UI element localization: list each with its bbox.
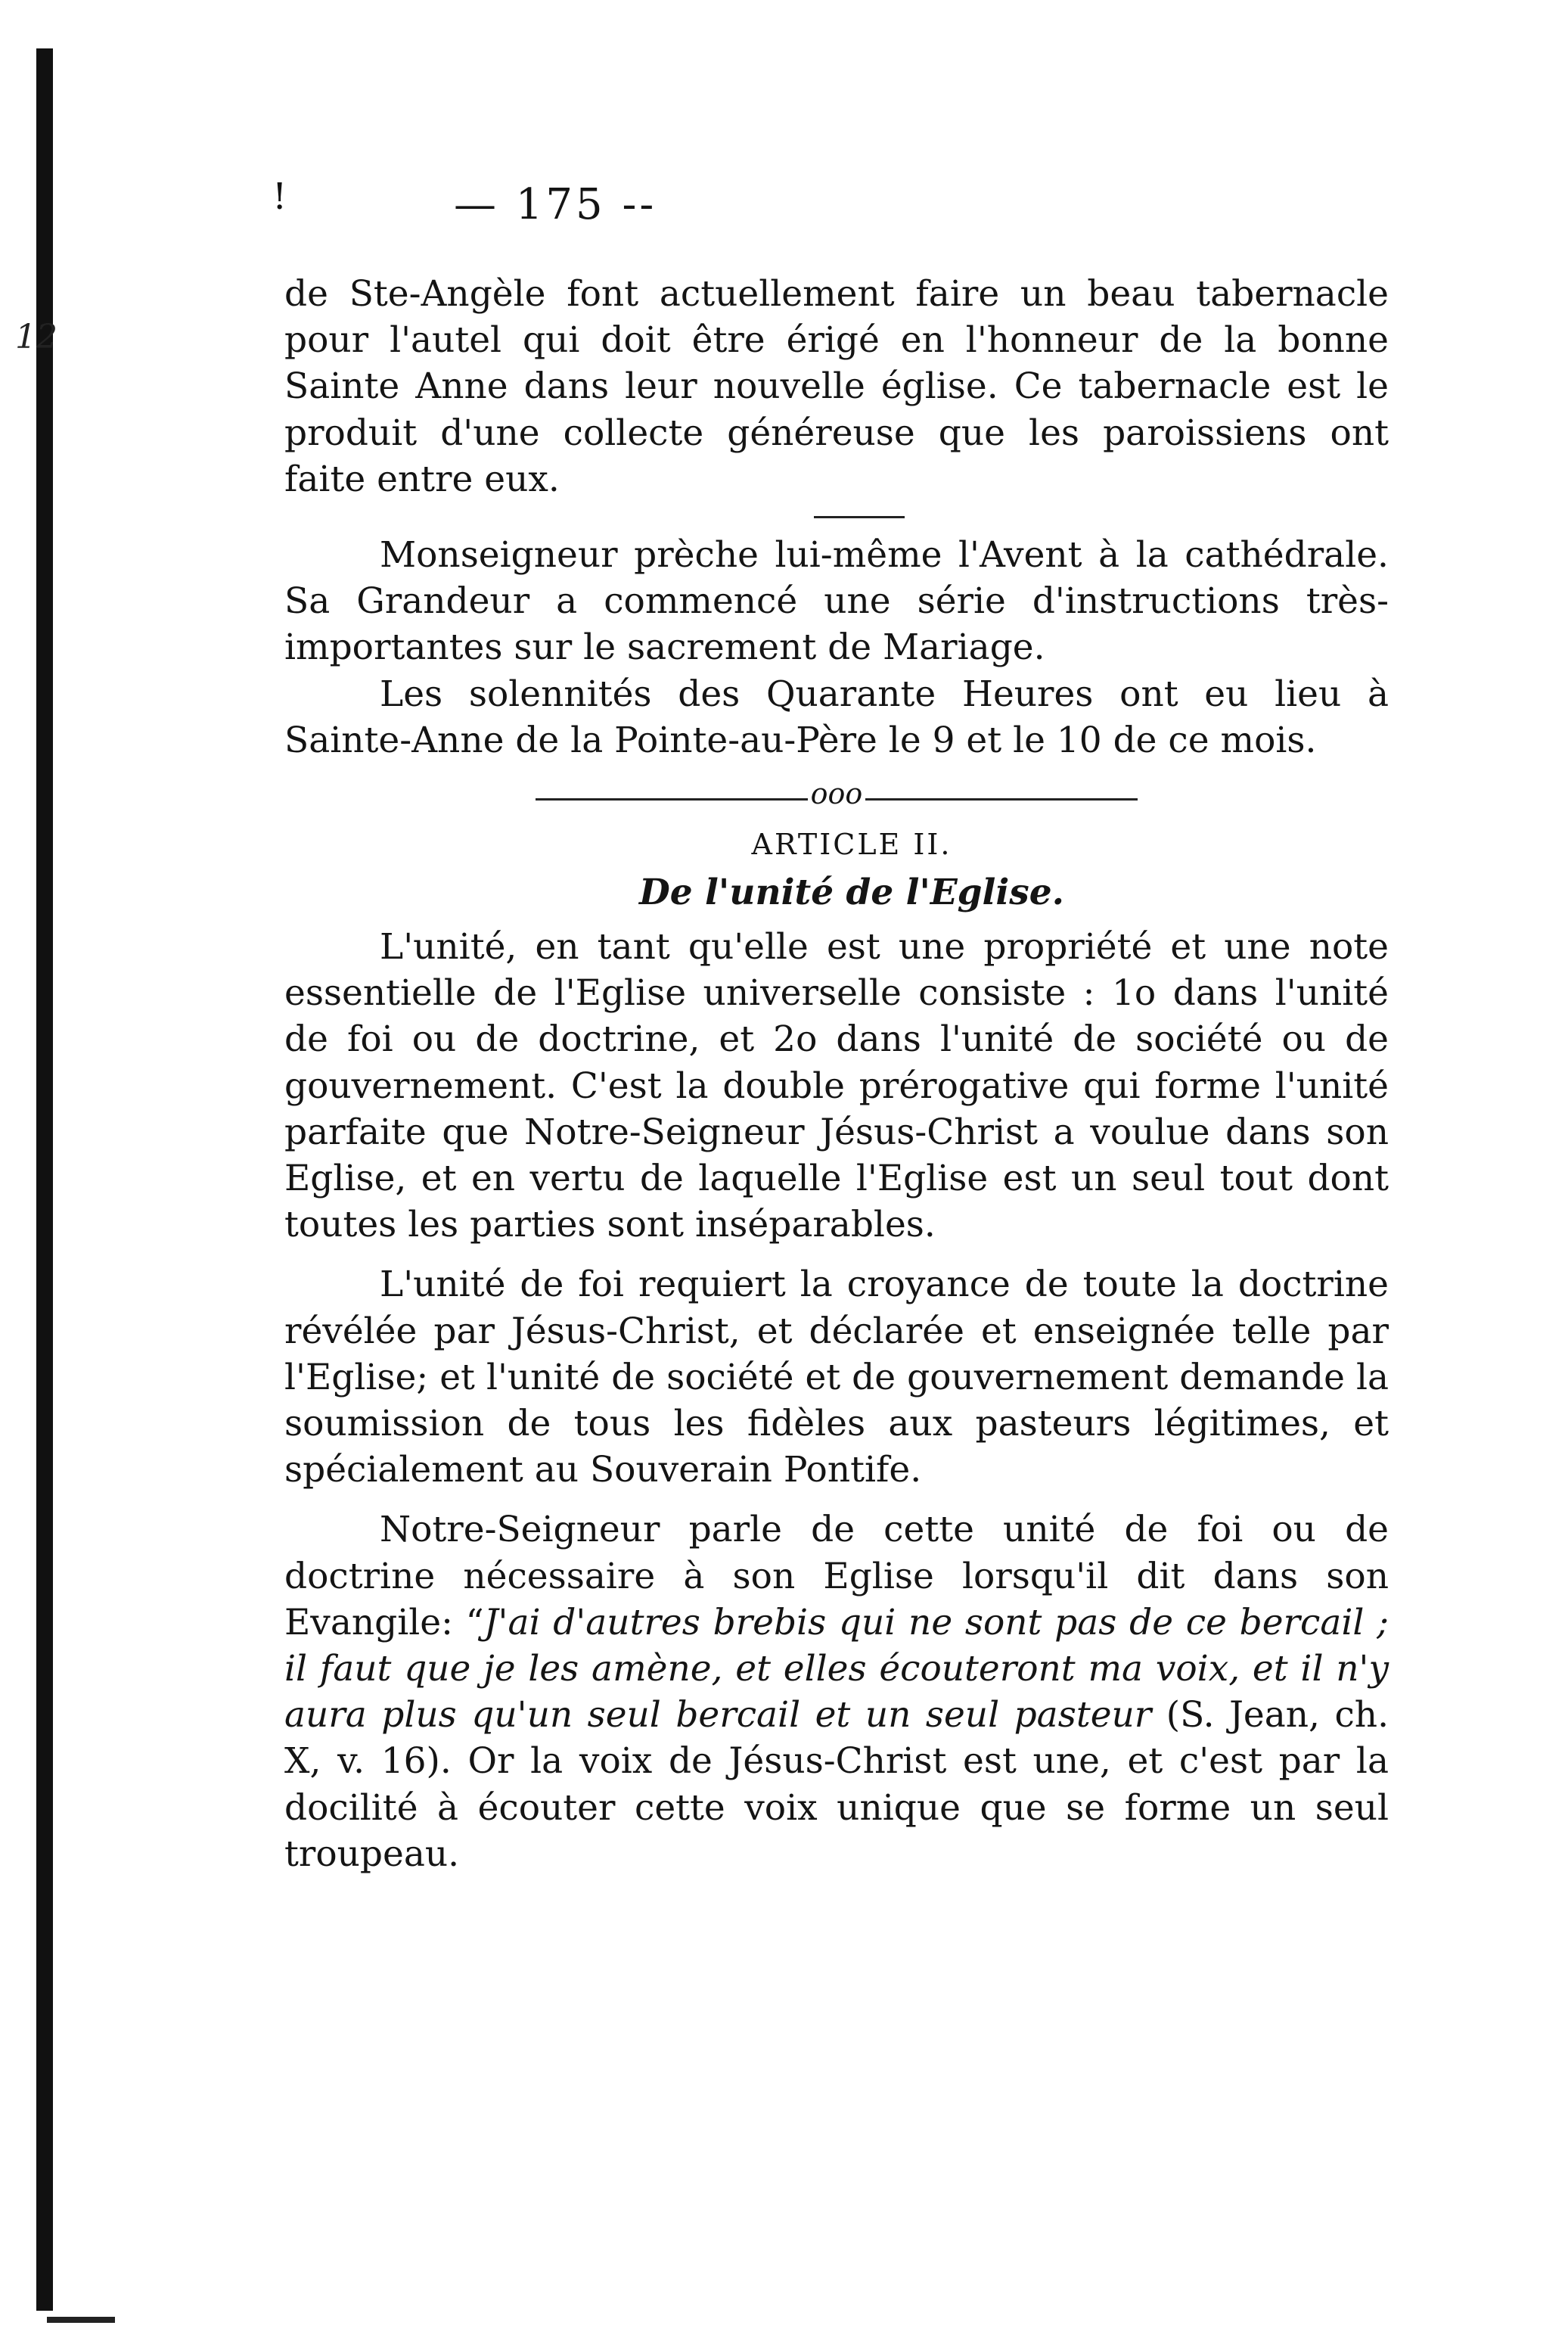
separator-ornament: ooo bbox=[810, 777, 863, 811]
header-mark: ! bbox=[272, 176, 287, 218]
short-rule-divider bbox=[814, 516, 905, 518]
paragraph-gospel-quote bbox=[284, 1506, 1389, 1877]
page-body bbox=[284, 271, 1389, 1877]
paragraph-tabernacle: de Ste-Angèle font actuellement faire un beau tabernacle pour l'autel qui doit être érigé en l'honneur de la bonne Sainte Anne dans leur nouvelle église. Ce tabernacle est le produit d'une collecte généreuse que les paroissiens ont faite entre eux. bbox=[284, 273, 1389, 500]
quote-conclusion: ). Or la voix de Jésus-Christ est une, et c'est par la docilité à écouter cette voix unique que se forme un seul troupeau. bbox=[284, 1740, 1389, 1875]
binding-foot-mark bbox=[47, 2317, 115, 2323]
paragraph-advent: Monseigneur prèche lui-même l'Avent à la cathédrale. Sa Grandeur a commencé une série d'instructions très-importantes sur le sacrement de Mariage. bbox=[284, 534, 1389, 669]
separator-line-left bbox=[536, 798, 808, 801]
paragraph-unity-requirements: L'unité de foi requiert la croyance de toute la doctrine révélée par Jésus-Christ, et déclarée et enseignée telle par l'Eglise; et l'unité de société et de gouvernement demande la soumission de tous les fidèles aux pasteurs légitimes, et spécialement au Souverain Pontife. bbox=[284, 1264, 1389, 1491]
page-binding-edge bbox=[36, 48, 53, 2311]
paragraph-forty-hours: Les solennités des Quarante Heures ont eu lieu à Sainte-Anne de la Pointe-au-Père le 9 et le 10 de ce mois. bbox=[284, 673, 1389, 761]
page-number: — 175 -- bbox=[454, 180, 657, 229]
section-separator bbox=[284, 777, 1389, 818]
paragraph-unity-definition: L'unité, en tant qu'elle est une propriété et une note essentielle de l'Eglise universelle consiste : 1o dans l'unité de foi ou de doctrine, et 2o dans l'unité de société ou de gouvernement. C'est la double prérogative qui forme l'unité parfaite que Notre-Seigneur Jésus-Christ a voulue dans son Eglise, et en vertu de laquelle l'Eglise est un seul tout dont toutes les parties sont inséparables. bbox=[284, 926, 1389, 1246]
article-title: De l'unité de l'Eglise. bbox=[639, 872, 1064, 914]
margin-note: 12 bbox=[15, 318, 57, 356]
gospel-quotation: J'ai d'autres brebis qui ne sont pas de ce bercail ; il faut que je les amène, et elles écouteront ma voix, et il n'y aura plus qu'un seul bercail et un seul pasteur bbox=[284, 1601, 1389, 1736]
separator-line-right bbox=[865, 798, 1138, 801]
article-heading: ARTICLE II. bbox=[751, 828, 952, 862]
quote-intro: Notre-Seigneur parle de cette unité de foi ou de doctrine nécessaire à son Eglise lorsqu'il dit dans son Evangile: “ bbox=[284, 1509, 1389, 1643]
quote-reference: (S. Jean, ch. X, v. 16 bbox=[284, 1694, 1389, 1783]
